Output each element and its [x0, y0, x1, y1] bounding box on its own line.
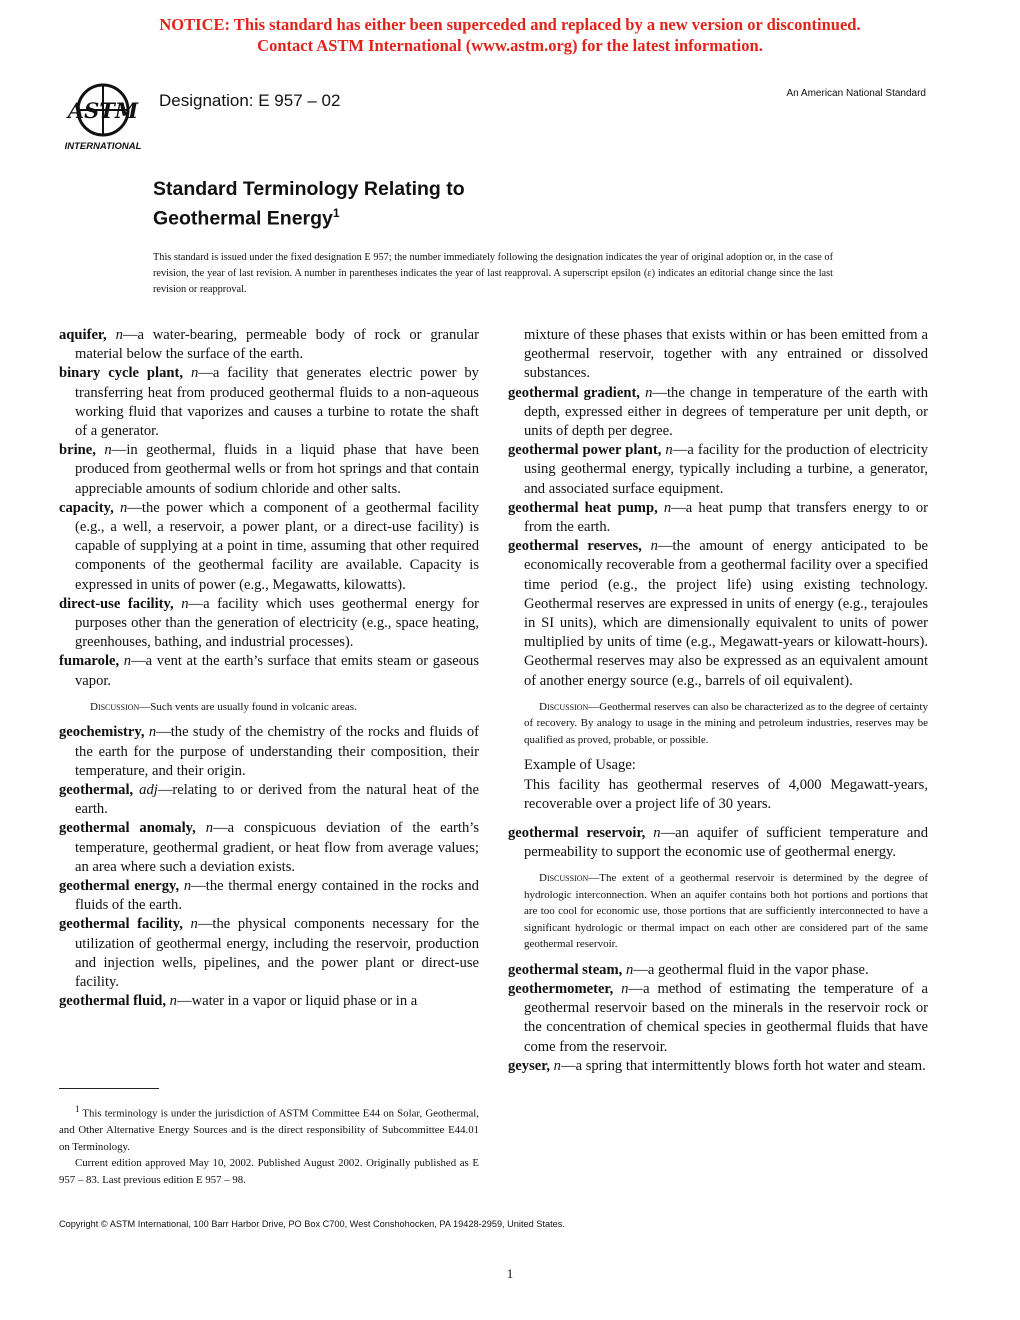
definition: —a vent at the earth’s surface that emits steam or gaseous vapor. [75, 653, 479, 689]
definition: —a spring that intermittently blows forth hot water and steam. [560, 1057, 926, 1074]
left-column [59, 326, 479, 1011]
notice-line-1: NOTICE: This standard has either been superceded and replaced by a new version or discontinued. [159, 15, 861, 34]
part-of-speech: n [120, 499, 128, 516]
title-line-1: Standard Terminology Relating to [153, 178, 465, 200]
term: geothermal, [59, 781, 134, 798]
footnote-divider [59, 1088, 159, 1089]
definition: —an aquifer of sufficient temperature and permeability to support the economic use of geothermal energy. [524, 824, 928, 861]
entry-geochemistry [59, 723, 479, 781]
usage-example [508, 756, 928, 814]
definition: —a heat pump that transfers energy to or from the earth. [524, 499, 928, 536]
usage-label: Example of Usage: [524, 757, 636, 774]
definition: —a water-bearing, permeable body of rock or granular material below the surface of the earth. [75, 327, 479, 363]
american-national-standard: An American National Standard [786, 88, 926, 99]
term: capacity, [59, 499, 114, 516]
definition: —a facility for the production of electricity using geothermal energy, typically including a turbine, a generator, and associated surface equipment. [524, 442, 928, 497]
part-of-speech: n [190, 365, 199, 382]
footnote-1-mark: 1 [75, 1104, 80, 1114]
copyright: Copyright © ASTM International, 100 Barr Harbor Drive, PO Box C700, West Conshohocken, PA 19428-2959, United States. [59, 1219, 565, 1229]
discussion-label: Discussion [539, 700, 589, 713]
entry-geothermal-heat-pump [508, 499, 928, 537]
definition: —the change in temperature of the earth with depth, expressed either in degrees of temperature per unit depth, or units of depth per degree. [524, 384, 928, 440]
designation: Designation: E 957 – 02 [159, 91, 341, 110]
term: geothermal gradient, [508, 384, 640, 401]
term: geyser, [508, 1057, 551, 1074]
definition: —a facility that generates electric power by transferring heat from produced geothermal fluids to a non-aqueous working fluid that vaporizes and causes a turbine to rotate the shaft of a generator. [75, 365, 479, 440]
definition: —the amount of energy anticipated to be economically recoverable from a geothermal facility over a specified time period (e.g., the project life) using existing technology. Geothermal reserves are expressed in units of energy (e.g., terajoules in SI units), which are dimensionally equivalent to units of power multiplied by units of time (e.g., Megawatt-years or kilowatt-hours). Geothermal reserves may also be expressed as an equivalent amount of another energy source (e.g., barrels of oil equivalent). [524, 538, 928, 689]
entry-aquifer [59, 326, 479, 364]
definition: —the thermal energy contained in the rocks and fluids of the earth. [75, 877, 479, 914]
entry-geothermometer [508, 980, 928, 1057]
discussion-reservoir [524, 870, 928, 953]
definition: —the power which a component of a geothermal facility (e.g., a well, a reservoir, a power plant, or a direct-use facility) is capable of supplying at a point in time, assuming that other required components of the geothermal facility are available. Capacity is expressed in units of power (e.g., Megawatts, kilowatts). [75, 499, 479, 593]
superseded-notice [0, 14, 1020, 56]
part-of-speech: n [181, 595, 189, 612]
entry-geothermal-gradient [508, 384, 928, 442]
right-column [508, 326, 928, 1076]
term: geothermal anomaly, [59, 820, 196, 837]
title-line-2: Geothermal Energy [153, 207, 333, 230]
part-of-speech: n [115, 327, 123, 343]
entry-geothermal-fluid-continued: mixture of these phases that exists within or has been emitted from a geothermal reservoir, together with any entrained or dissolved substances. [524, 327, 928, 382]
definition: —a method of estimating the temperature of a geothermal reservoir based on the minerals in the reservoir rock or the concentration of chemical species in geothermal fluids that have come from the reservoir. [524, 981, 928, 1055]
entry-geothermal-reservoir [508, 824, 928, 862]
entry-geothermal-facility [59, 915, 479, 992]
definition: —water in a vapor or liquid phase or in a [176, 993, 418, 1010]
part-of-speech: n [625, 961, 634, 978]
definition: —the physical components necessary for the utilization of geothermal energy, including the reservoir, production and injection wells, pipelines, and the power plant or direct-use facility. [75, 916, 479, 990]
term: binary cycle plant, [59, 365, 184, 382]
part-of-speech: n [553, 1057, 561, 1074]
discussion-fumarole [75, 699, 479, 716]
definition: —relating to or derived from the natural heat of the earth. [75, 781, 479, 818]
part-of-speech: n [621, 981, 629, 998]
logo-subtitle: INTERNATIONAL [64, 141, 142, 152]
entry-binary-cycle-plant [59, 364, 479, 441]
entry-geothermal-fluid [59, 992, 479, 1011]
footnote-1-text: This terminology is under the jurisdiction of ASTM Committee E44 on Solar, Geothermal, and Other Alternative Energy Sources and is the direct responsibility of Subcommittee E44.01 on Terminology. [59, 1107, 479, 1153]
part-of-speech: n [183, 877, 192, 894]
definition: —in geothermal, fluids in a liquid phase that have been produced from geothermal wells or from hot springs and that contain appreciable amounts of sodium chloride and other salts. [75, 442, 479, 497]
term: geothermal reservoir, [508, 824, 646, 841]
term: geothermometer, [508, 981, 614, 998]
entry-brine [59, 441, 479, 499]
entry-capacity [59, 499, 479, 595]
astm-logo [60, 78, 146, 152]
notice-line-2: Contact ASTM International (www.astm.org) for the latest information. [257, 36, 763, 55]
footnotes [59, 1101, 479, 1188]
issued-note: This standard is issued under the fixed designation E 957; the number immediately following the designation indicates the year of original adoption or, in the case of revision, the year of last revision. A number in parentheses indicates the year of last reapproval. A superscript epsilon (ε) indicates an editorial change since the last revision or reapproval. [153, 252, 833, 295]
entry-geothermal [59, 781, 479, 819]
part-of-speech: n [665, 442, 673, 459]
part-of-speech: n [123, 653, 132, 670]
part-of-speech: n [169, 993, 177, 1010]
part-of-speech: n [148, 724, 157, 741]
part-of-speech: n [663, 499, 672, 516]
discussion-label: Discussion [539, 872, 589, 885]
entry-geothermal-reserves [508, 537, 928, 691]
definition: —a facility which uses geothermal energy for purposes other than the generation of electricity (e.g., space heating, greenhouses, bathing, and industrial processes). [75, 595, 479, 651]
logo-letters: ASTM [67, 98, 139, 123]
part-of-speech: n [645, 384, 653, 401]
discussion-reserves [524, 699, 928, 749]
definition: —a conspicuous deviation of the earth’s temperature, geothermal gradient, or heat flow from average values; an area where such a deviation exists. [75, 820, 479, 875]
term: fumarole, [59, 653, 120, 670]
document-title [153, 177, 465, 231]
term: geothermal fluid, [59, 993, 167, 1010]
term: geothermal reserves, [508, 538, 642, 555]
entry-geothermal-anomaly [59, 819, 479, 877]
term: geothermal power plant, [508, 442, 662, 459]
entry-geyser [508, 1057, 928, 1076]
definition: —the study of the chemistry of the rocks and fluids of the earth for the purpose of understanding their composition, their temperature, and their origin. [75, 724, 479, 779]
part-of-speech: n [650, 538, 658, 555]
definition: —a geothermal fluid in the vapor phase. [633, 961, 869, 978]
discussion-label: Discussion [90, 700, 140, 713]
discussion-text: —The extent of a geothermal reservoir is determined by the degree of hydrologic interconnection. When an aquifer contains both hot portions and portions that are too cool for economic use, those portions that are sufficiently interconnected to have a significant hydrologic or thermal impact on each other are considered part of the same geothermal reservoir. [524, 872, 928, 951]
term: aquifer, [59, 327, 107, 343]
term: geothermal facility, [59, 916, 183, 933]
footnote-1 [59, 1101, 479, 1155]
usage-text: This facility has geothermal reserves of 4,000 Megawatt-years, recoverable over a project life of 30 years. [524, 776, 928, 812]
entry-fumarole [59, 652, 479, 690]
term: direct-use facility, [59, 595, 174, 612]
term: geothermal steam, [508, 961, 623, 978]
term: geochemistry, [59, 724, 145, 741]
entry-geothermal-energy [59, 877, 479, 915]
title-footnote-mark: 1 [332, 206, 340, 220]
part-of-speech: n [205, 820, 214, 837]
term: brine, [59, 442, 96, 459]
discussion-text: —Geothermal reserves can also be characterized as to the degree of certainty of recovery. By analogy to usage in the mining and petroleum industries, reserves may be qualified as proved, probable, or possible. [524, 700, 928, 746]
discussion-text: —Such vents are usually found in volcanic areas. [139, 700, 357, 713]
term: geothermal heat pump, [508, 499, 658, 516]
entry-geothermal-power-plant [508, 441, 928, 499]
part-of-speech: adj [139, 781, 158, 798]
page-number: 1 [506, 1266, 514, 1281]
term: geothermal energy, [59, 877, 180, 894]
part-of-speech: n [104, 442, 112, 459]
footnote-edition: Current edition approved May 10, 2002. Published August 2002. Originally published as E 957 – 83. Last previous edition E 957 – 98. [59, 1157, 479, 1186]
entry-geothermal-steam [508, 961, 928, 980]
part-of-speech: n [190, 916, 198, 933]
entry-direct-use-facility [59, 595, 479, 653]
part-of-speech: n [653, 824, 661, 841]
